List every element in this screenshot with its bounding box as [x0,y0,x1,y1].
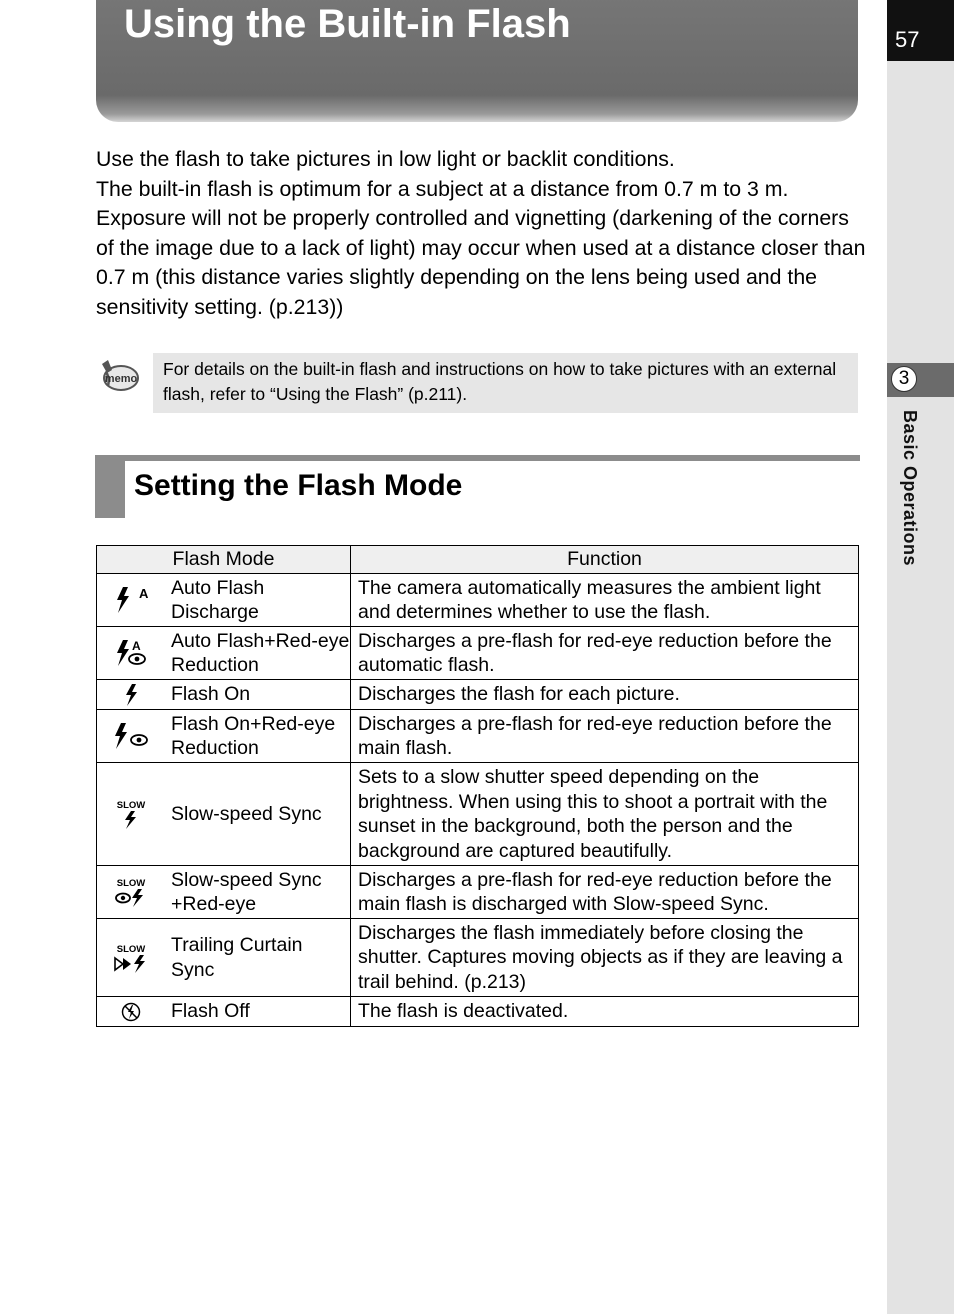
mode-function: Sets to a slow shutter speed depending on the brightness. When using this to shoot a portrait with the sunset in the background, both the person and the background are captured beautifully. [351,763,859,866]
table-row [97,680,859,710]
section-header-block [95,455,125,518]
memo-note: For details on the built-in flash and instructions on how to take pictures with an external flash, refer to “Using the Flash” (p.211). [153,353,858,413]
mode-function: The camera automatically measures the ambient light and determines whether to use the flash. [351,574,859,627]
flash-on-redeye-icon [97,721,165,751]
mode-name: Trailing Curtain Sync [171,934,303,981]
mode-function: The flash is deactivated. [351,997,859,1027]
flash-off-icon [97,1001,165,1023]
table-row [97,763,859,866]
mode-name: Slow-speed Sync +Red-eye [171,868,322,915]
section-title: Setting the Flash Mode [134,469,463,502]
flash-auto-redeye-icon [97,638,165,668]
chapter-title: Basic Operations [900,410,920,567]
memo-icon-label: memo [104,373,138,385]
table-row [97,919,859,997]
table-row [97,997,859,1027]
mode-function: Discharges a pre-flash for red-eye reduction before the automatic flash. [351,627,859,680]
header-flash-mode: Flash Mode [97,546,351,574]
mode-name: Flash On [171,683,251,706]
mode-name: Flash On+Red-eye Reduction [171,712,336,759]
mode-function: Discharges a pre-flash for red-eye reduction before the main flash. [351,710,859,763]
slow-sync-redeye-icon [97,876,165,908]
section-header [95,455,860,518]
chapter-sidebar [887,0,954,1314]
auto-label: A [132,639,141,653]
page-number: 57 [887,0,954,61]
mode-function: Discharges a pre-flash for red-eye reduction before the main flash is discharged with Slow-speed Sync. [351,866,859,919]
table-header-row [97,546,859,574]
flash-on-icon [97,683,165,707]
table-row [97,627,859,680]
mode-function: Discharges the flash immediately before closing the shutter. Captures moving objects as if they are leaving a trail behind. (p.213) [351,919,859,997]
slow-label: SLOW [116,800,146,811]
auto-label: A [139,586,149,601]
slow-label: SLOW [116,878,146,889]
table-row [97,574,859,627]
trailing-curtain-sync-icon [97,942,165,974]
title-banner [96,0,858,122]
intro-line-1: Use the flash to take pictures in low light or backlit conditions. [96,147,675,171]
page-title: Using the Built-in Flash [124,2,571,46]
mode-function: Discharges the flash for each picture. [351,680,859,710]
memo-icon [98,356,140,396]
intro-text [96,145,866,323]
slow-sync-icon [97,798,165,830]
chapter-number: 3 [891,366,917,392]
header-function: Function [351,546,859,574]
slow-label: SLOW [116,943,146,955]
mode-name: Flash Off [171,1000,250,1023]
section-header-bar [95,455,860,461]
intro-line-2: The built-in flash is optimum for a subject at a distance from 0.7 m to 3 m. Exposure will not be properly controlled and vignetting (darkening of the corners of the image due to a lack of light) may occur when used at a distance closer than 0.7 m (this distance varies slightly depending on the lens being used and the sensitivity setting. (p.213)) [96,176,866,319]
table-row [97,866,859,919]
mode-name: Slow-speed Sync [171,802,322,825]
mode-name: Auto Flash+Red-eye Reduction [171,629,350,676]
mode-name: Auto Flash Discharge [171,576,265,623]
flash-mode-table [96,545,859,1027]
table-row [97,710,859,763]
flash-auto-icon [97,585,165,615]
